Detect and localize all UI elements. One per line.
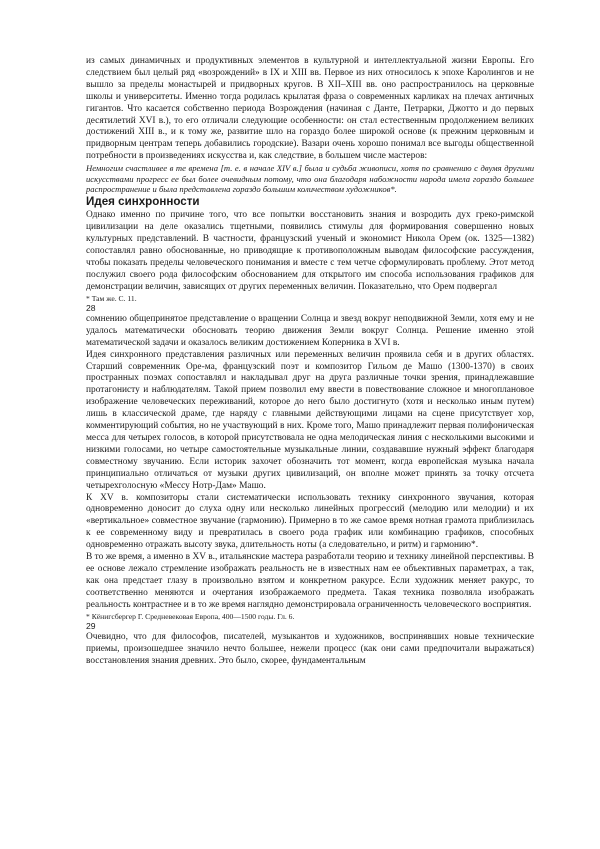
page-number: 28 — [86, 303, 96, 314]
footnote: * Там же. С. 11. — [86, 293, 137, 303]
page-number: 29 — [86, 621, 96, 632]
paragraph-closing: Очевидно, что для философов, писателей, музыкантов и художников, воспринявших новые технические приемы, произошедшее значило нечто большее, нежели процесс (как они сами предпочитали выражаться) восстановления знания древних. Это было, скорее, фундаментальным — [86, 631, 534, 666]
paragraph-copernicus: сомнению общепринятое представление о вращении Солнца и звезд вокруг неподвижной Земли, хотя ему и не удалось математически обосновать теорию движения Земли вокруг Солнца. Решение именно этой математической задачи и оказалось великим достижением Коперника в XVI в. — [86, 313, 534, 348]
paragraph-xv-composers: К XV в. композиторы стали систематически использовать технику синхронного звучания, которая одновременно доносит до слуха одну или несколько линейных прогрессий (мелодию или мелодии) и их «вертикальное» совместное звучание (гармонию). Примерно в то же самое время нотная грамота приблизилась к ее современному виду и превратилась в своего рода график или комбинацию графиков, способных одновременно отражать высоту звука, длительность ноты (а следовательно, и ритм) и гармонию*. — [86, 492, 534, 551]
section-heading: Идея синхронности — [86, 195, 200, 209]
paragraph-opening: из самых динамичных и продуктивных элементов в культурной и интеллектуальной жизни Европы. Его следствием был целый ряд «возрождений» в IX и XIII вв. Первое из них относилось к эпохе Каролингов и не вышло за пределы монастырей и придворных кругов. В XII–XIII вв. оно распространилось на церковные школы и университеты. Именно тогда родилась крылатая фраза о современных карликах на плечах античных гигантов. Что касается собственно периода Возрождения (начиная с Данте, Петрарки, Джотто и до первых десятилетий XVI в.), то его отличали следующие особенности: он стал естественным продолжением великих достижений XIII в., и к тому же, развитие шло на гораздо более широкой основе (к прежним церковным и придворным центрам теперь добавились городские). Вазари очень хорошо понимал все выгоды общественной потребности в произведениях искусства и, как следствие, в большем числе мастеров: — [86, 56, 534, 162]
paragraph-perspective: В то же время, а именно в XV в., итальянские мастера разработали теорию и технику линейной перспективы. В ее основе лежало стремление изображать реальность не в известных нам ее объективных параметрах, а так, как она предстает глазу в произвольно взятом и конкретном ракурсе. Если художник меняет ракурс, то соответственно меняются и очертания изображаемого предмета. Такая техника позволяла изображать реальность контрастнее и в то же время наглядно демонстрировала ограниченность человеческого восприятия. — [86, 552, 534, 610]
paragraph-oresme: Однако именно по причине того, что все попытки восстановить знания и возродить дух греко-римской цивилизации на деле оказались тщетными, появились стимулы для формирования совершенно новых культурных представлений. В частности, французский ученый и экономист Никола Орем (ок. 1325—1382) сопоставлял равно обоснованные, но приводящие к противоположным выводам философские рассуждения, чтобы показать пределы человеческого понимания и вместе с тем четче сформулировать проблему. Этот метод послужил своего рода философским обоснованием для открытого им способа использования графиков для демонстрации величин, зависящих от других переменных величин. Показательно, что Орем подвергал — [86, 210, 534, 292]
paragraph-machaut: Идея синхронного представления различных или переменных величин проявила себя и в других областях. Старший современник Оре-ма, французский поэт и композитор Гильом де Машо (1300-1370) в своих пространных поэмах сопоставлял и накладывал друг на друга различные точки зрения, принадлежавшие протагонисту и наблюдателям. Такой прием позволил ему ввести в повествование сложное и многоплановое изображение человеческих переживаний, которое до него было достигнуто (хотя и несколько иным путем) лишь в классической драме, где наряду с главными действующими лицами на сцене присутствует хор, комментирующий события, но не участвующий в них. Кроме того, Машо принадлежит первая полифоническая месса для четырех голосов, в которой присутствовала не одна мелодическая линия с несколькими высокими и низкими голосами, но четыре самостоятельные музыкальные линии, создававшие нужный эффект благодаря совместному звучанию. Если историк захочет обозначить тот момент, когда европейская музыка начала принципиально отличаться от музыки других цивилизаций, он вполне может принять за точку отсчета четырехголосную «Мессу Нотр-Дам» Машо. — [86, 349, 534, 491]
document-page — [86, 56, 534, 667]
footnote: * Кёнигсбергер Г. Средневековая Европа, 400—1500 годы. Гл. 6. — [86, 611, 295, 621]
vasari-quote: Немногим счастливее в те времена [т. е. в начале XIV в.] была и судьба живописи, хотя по сравнению с двумя другими искусствами прогресс ее был более очевидным потому, что она благодаря набожности народа имела гораздо большее распространение и была представлена гораздо большим количеством художников*. — [86, 163, 534, 194]
